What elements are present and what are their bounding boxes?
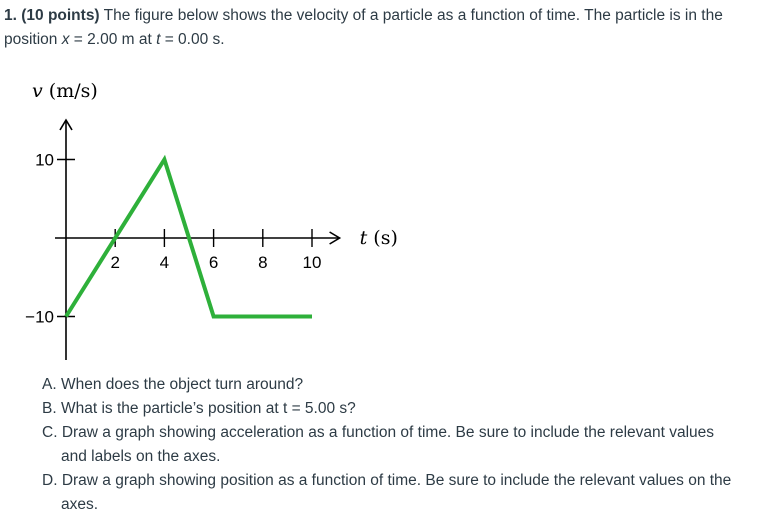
problem-statement <box>4 4 764 52</box>
x-axis-var: t <box>359 227 368 249</box>
question-a <box>42 373 742 397</box>
y-tick-label: −10 <box>25 307 54 327</box>
question-text: What is the particle’s position at t = 5.00 s? <box>60 400 356 417</box>
x-tick-label: 2 <box>110 253 120 272</box>
velocity-time-graph <box>0 70 440 370</box>
position-value: = 2.00 m at <box>69 31 157 48</box>
question-label: B. <box>42 400 57 417</box>
x-tick-label: 10 <box>302 253 322 272</box>
x-axis-label <box>360 227 398 249</box>
x-tick-label: 8 <box>258 253 268 272</box>
question-list <box>42 373 742 517</box>
question-b <box>42 397 742 421</box>
y-tick-label: 10 <box>35 150 54 170</box>
question-label: D. <box>42 472 58 489</box>
problem-number: 1. (10 points) <box>4 7 100 24</box>
time-value: = 0.00 s. <box>160 31 225 48</box>
axis-labels <box>32 80 398 249</box>
x-tick-label: 6 <box>208 253 219 272</box>
question-c <box>42 421 742 469</box>
question-d <box>42 469 742 517</box>
position-variable: x <box>61 31 70 48</box>
time-variable: t <box>156 31 161 48</box>
x-axis-unit: (s) <box>373 227 398 249</box>
y-axis-label <box>32 80 98 102</box>
question-text: Draw a graph showing position as a function of time. Be sure to include the relevant values on the axes. <box>61 472 732 513</box>
y-axis-var: v <box>32 80 43 102</box>
question-label: A. <box>42 376 57 393</box>
problem-text: The figure below shows the velocity of a particle as a function of time. The particle is in the position <box>4 7 723 48</box>
y-axis-unit: (m/s) <box>48 80 98 102</box>
question-text: When does the object turn around? <box>60 376 304 393</box>
axes <box>55 120 340 360</box>
question-label: C. <box>42 424 58 441</box>
question-text: Draw a graph showing acceleration as a function of time. Be sure to include the relevant values and labels on the axes. <box>61 424 715 465</box>
x-tick-label: 4 <box>159 253 170 272</box>
